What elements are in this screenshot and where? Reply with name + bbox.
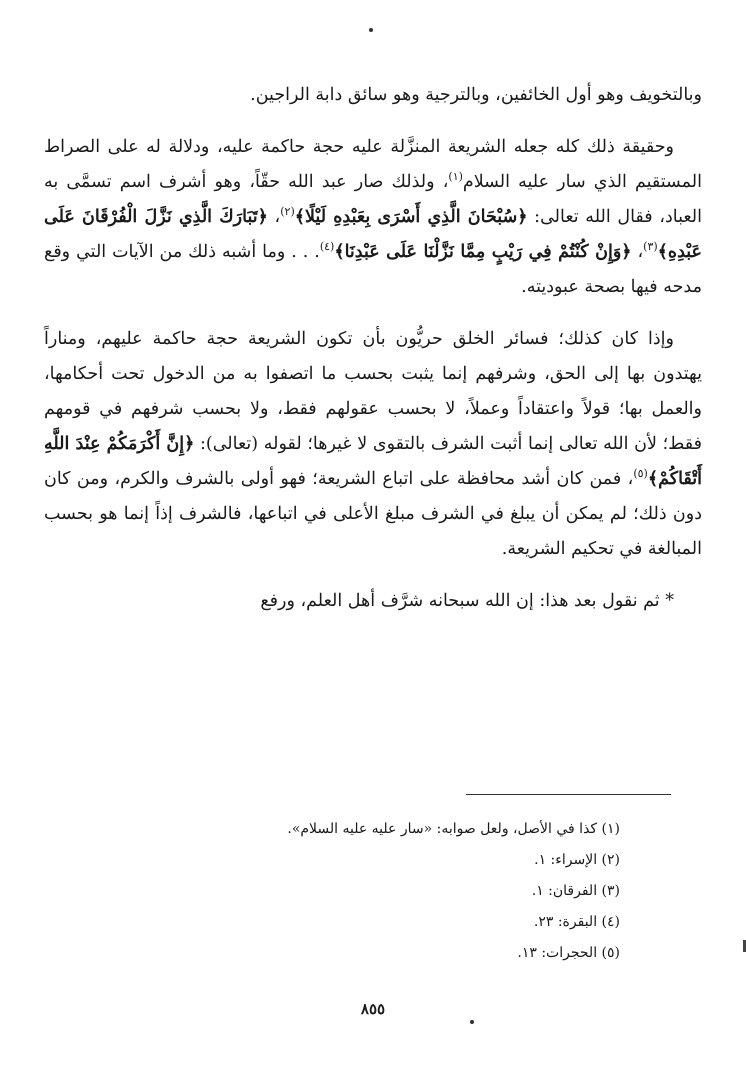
main-text — [44, 78, 702, 619]
footnote-2: (٢) الإسراء: ١. — [534, 852, 620, 868]
quran-verse: ﴿وَإِنْ كُنْتُمْ فِي رَيْبٍ مِمَّا نَزَّلْنَا عَلَى عَبْدِنَا﴾ — [334, 242, 632, 262]
footnotes — [60, 814, 620, 969]
quran-verse: ﴿تَبَارَكَ الَّذِي نَزَّلَ الْفُرْقَانَ عَلَى عَبْدِهِ﴾ — [44, 207, 702, 262]
text-run: ، — [267, 207, 281, 227]
footnote-1: (١) كذا في الأصل، ولعل صوابه: «سار عليه عليه السلام». — [287, 821, 620, 837]
footnote-separator — [466, 794, 671, 795]
footnote-ref-1[interactable]: (١) — [448, 170, 463, 184]
text-run: ، ولذلك صار عبد الله حقّاً، وهو أشرف اسم تسمَّى به العباد، فقال الله تعالى: — [44, 172, 703, 227]
text-run: ، فمن كان أشد محافظة على اتباع الشريعة؛ فهو أولى بالشرف والكرم، ومن كان دون ذلك؛ لم يمكن أن يبلغ في الشرف مبلغ الأعلى في اتباعها، فالشرف إذاً إنما هو بحسب المبالغة في تحكيم الشريعة. — [44, 469, 702, 559]
footnote-ref-2[interactable]: (٢) — [280, 205, 295, 219]
footnote-ref-5[interactable]: (٥) — [633, 467, 648, 481]
scan-speck — [369, 28, 373, 32]
footnote-ref-3[interactable]: (٣) — [643, 240, 658, 254]
paragraph-shariah-authority — [44, 130, 702, 305]
paragraph-honor-by-taqwa — [44, 322, 702, 567]
page-number: ٨٥٥ — [360, 1000, 386, 1018]
text-run: وإذا كان كذلك؛ فسائر الخلق حريُّون بأن تكون الشريعة حجة حاكمة عليهم، ومناراً يهتدون بها إلى الحق، وشرفهم إنما يثبت بحسب ما اتصفوا به من الدخول تحت أحكامها، والعمل بها؛ قولاً واعتقاداً وعملاً، لا بحسب عقولهم فقط، ولا بحسب شرفهم في قومهم فقط؛ لأن الله تعالى إنما أثبت الشرف بالتقوى لا غيرها؛ لقوله (تعالى): — [44, 329, 702, 454]
footnote-3: (٣) الفرقان: ١. — [531, 883, 620, 899]
quran-verse: ﴿سُبْحَانَ الَّذِي أَسْرَى بِعَبْدِهِ لَيْلًا﴾ — [294, 207, 528, 227]
text-run: ، — [631, 242, 644, 262]
paragraph-continuation: وبالتخويف وهو أول الخائفين، وبالترجية وهو سائق دابة الراجين. — [250, 85, 702, 105]
footnote-ref-4[interactable]: (٤) — [319, 240, 335, 254]
text-run: . . . وما أشبه ذلك من الآيات التي وقع مدحه فيها بصحة عبوديته. — [44, 242, 702, 297]
footnote-4: (٤) البقرة: ٢٣. — [533, 914, 620, 930]
paragraph-people-of-knowledge: * ثم نقول بعد هذا: إن الله سبحانه شرَّف أهل العلم، ورفع — [260, 591, 674, 611]
scan-speck — [470, 1020, 474, 1024]
quran-verse: ﴿إِنَّ أَكْرَمَكُمْ عِنْدَ اللَّهِ أَتْقَاكُمْ﴾ — [44, 434, 702, 489]
text-run: وحقيقة ذلك كله جعله الشريعة المنزَّلة عليه حجة حاكمة عليه، ودلالة له على الصراط المستقيم الذي سار عليه السلام — [44, 137, 702, 192]
footnote-5: (٥) الحجرات: ١٣. — [517, 945, 620, 961]
